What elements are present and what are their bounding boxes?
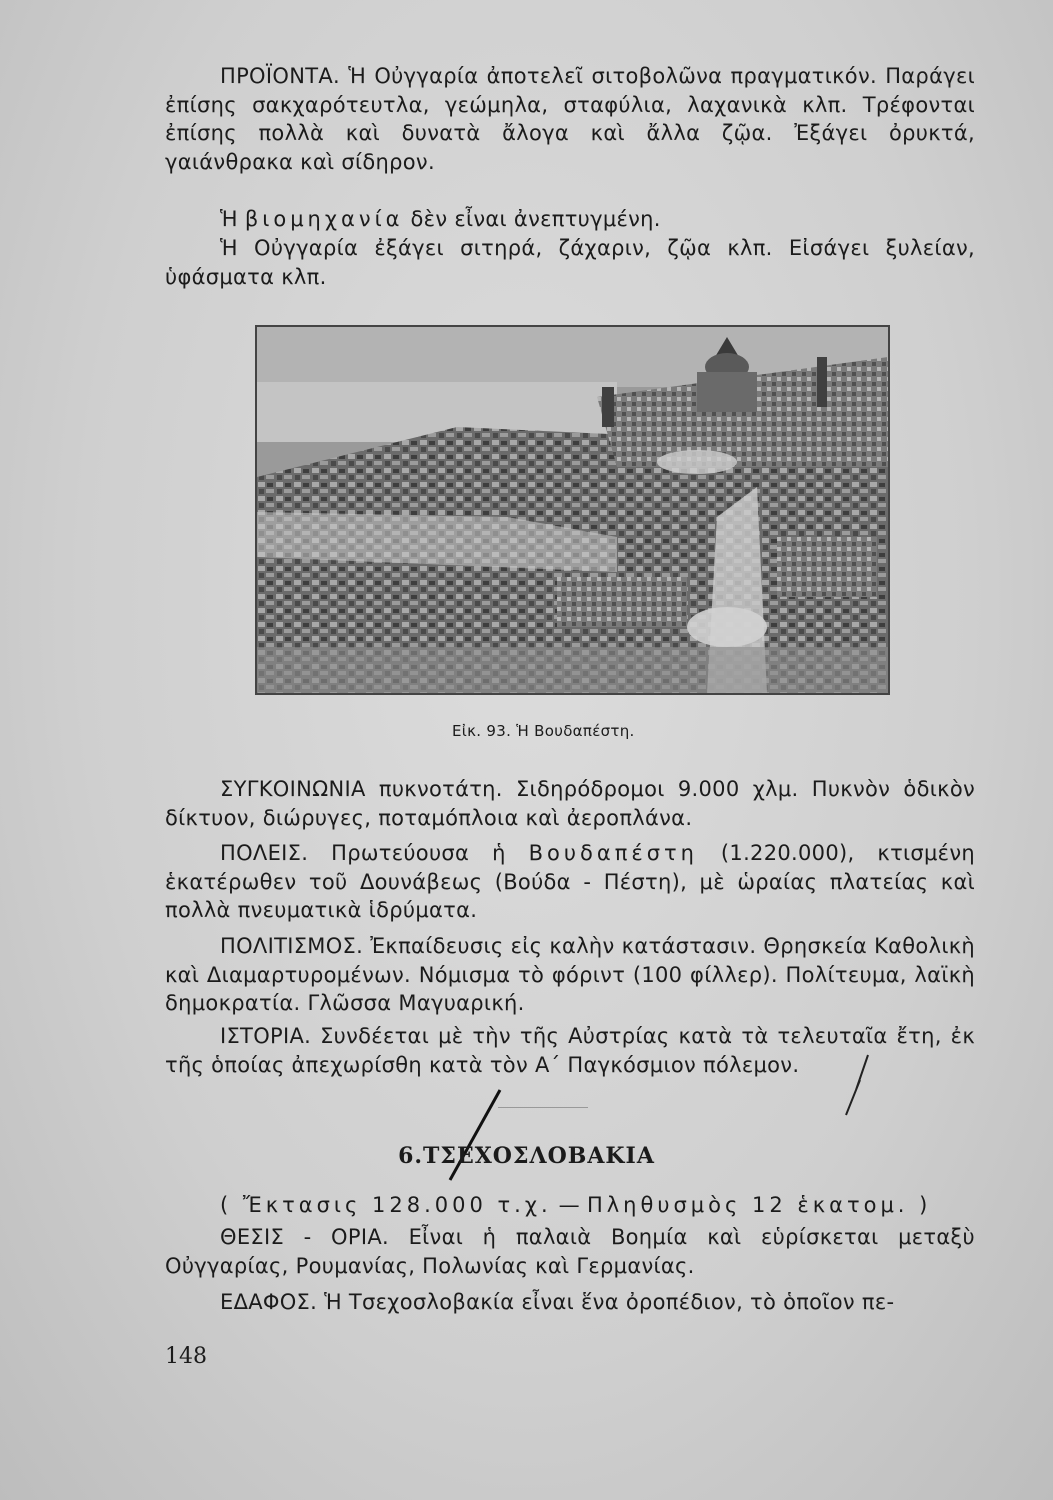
pen-mark-slash	[438, 1085, 508, 1185]
stats-area: ( Ἔκτασις 128.000 τ.χ.	[220, 1193, 552, 1217]
section-number: 6.	[398, 1143, 424, 1169]
culture-label: ΠΟΛΙΤΙΣΜΟΣ.	[220, 934, 364, 958]
industry-paragraph	[165, 205, 975, 234]
stats-line	[165, 1191, 975, 1220]
industry-prefix: Ἡ	[220, 207, 238, 231]
position-label: ΘΕΣΙΣ - ΟΡΙΑ.	[220, 1225, 389, 1249]
page-number: 148	[165, 1344, 207, 1369]
cities-after: (1.220.000), κτισμένη ἑκατέρωθεν τοῦ Δουνάβεως (Βούδα - Πέστη), μὲ ὡραίας πλατείας καὶ πολλὰ πνευματικὰ ἱδρύματα.	[165, 841, 975, 922]
products-label: ΠΡΟΪΟΝΤΑ.	[220, 64, 340, 88]
cities-label: ΠΟΛΕΙΣ.	[220, 841, 309, 865]
communication-paragraph	[165, 775, 975, 832]
stats-population: Πληθυσμὸς 12 ἑκατομ. )	[586, 1193, 932, 1217]
section-title-text: ΤΣΕΧΟΣΛΟΒΑΚΙΑ	[423, 1143, 655, 1169]
terrain-paragraph	[165, 1288, 975, 1317]
aerial-city-illustration	[257, 327, 888, 693]
products-text: Ἡ Οὐγγαρία ἀποτελεῖ σιτοβολῶνα πραγματικόν. Παράγει ἐπίσης σακχαρότευτλα, γεώμηλα, σταφύλια, λαχανικὰ κλπ. Τρέφονται ἐπίσης πολλὰ καὶ δυνατὰ ἄλογα καὶ ἄλλα ζῷα. Ἐξάγει ὀρυκτά, γαιάνθρακα καὶ σίδηρον.	[165, 64, 975, 174]
terrain-text: Ἡ Τσεχοσλοβακία εἶναι ἕνα ὀροπέδιον, τὸ ὁποῖον πε-	[324, 1290, 895, 1314]
culture-paragraph	[165, 932, 975, 1018]
budapest-photo	[255, 325, 890, 695]
cities-capital: Βουδαπέστη	[528, 841, 698, 865]
terrain-label: ΕΔΑΦΟΣ.	[220, 1290, 318, 1314]
pen-mark-right	[838, 1050, 878, 1120]
trade-text: Ἡ Οὐγγαρία ἐξάγει σιτηρά, ζάχαριν, ζῷα κλπ. Εἰσάγει ξυλείαν, ὑφάσματα κλπ.	[165, 236, 975, 289]
trade-paragraph	[165, 234, 975, 291]
cities-before: Πρωτεύουσα ἡ	[331, 841, 506, 865]
section-divider	[498, 1107, 588, 1108]
culture-text: Ἐκπαίδευσις εἰς καλὴν κατάστασιν. Θρησκεία Καθολικὴ καὶ Διαμαρτυρομένων. Νόμισμα τὸ φόριντ (100 φίλλερ). Πολίτευμα, λαϊκὴ δημοκρατία. Γλῶσσα Μαγυαρική.	[165, 934, 976, 1015]
figure-caption: Εἰκ. 93. Ἡ Βουδαπέστη.	[452, 722, 635, 740]
communication-label: ΣΥΓΚΟΙΝΩΝΙΑ	[220, 777, 366, 801]
section-heading	[0, 1143, 1053, 1169]
cities-paragraph	[165, 839, 975, 925]
position-text: Εἶναι ἡ παλαιὰ Βοημία καὶ εὑρίσκεται μεταξὺ Οὐγγαρίας, Ρουμανίας, Πολωνίας καὶ Γερμανίας.	[165, 1225, 975, 1278]
history-text: Συνδέεται μὲ τὴν τῆς Αὐστρίας κατὰ τὰ τελευταῖα ἔτη, ἐκ τῆς ὁποίας ἀπεχωρίσθη κατὰ τὸν Α΄ Παγκόσμιον πόλεμον.	[165, 1024, 975, 1077]
industry-text: δὲν εἶναι ἀνεπτυγμένη.	[410, 207, 661, 231]
products-paragraph	[165, 62, 975, 176]
history-label: ΙΣΤΟΡΙΑ.	[220, 1024, 312, 1048]
industry-word: βιομηχανία	[244, 207, 404, 231]
stats-dash: —	[558, 1193, 580, 1217]
communication-text: πυκνοτάτη. Σιδηρόδρομοι 9.000 χλμ. Πυκνὸν ὁδικὸν δίκτυον, διώρυγες, ποταμόπλοια καὶ ἀεροπλάνα.	[165, 777, 975, 830]
position-paragraph	[165, 1223, 975, 1280]
